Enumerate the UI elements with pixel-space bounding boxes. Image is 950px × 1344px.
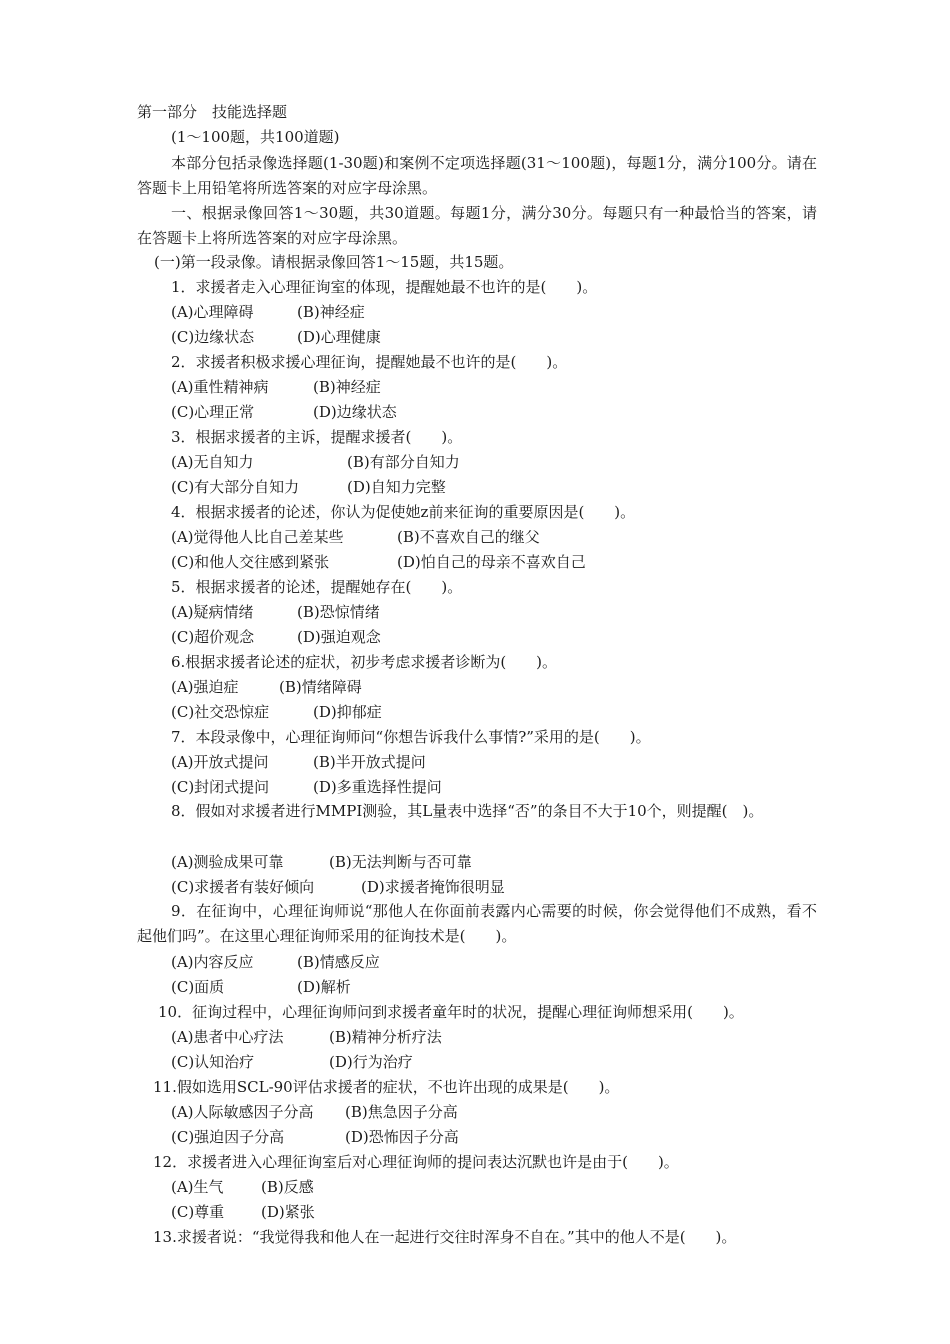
part-title: 第一部分 技能选择题 <box>137 103 288 121</box>
option-row <box>171 1052 413 1072</box>
option-c: (C)社交恐惊症 <box>171 703 270 721</box>
option-b: (B)焦急因子分高 <box>345 1103 458 1121</box>
question-stem: 8．假如对求援者进行MMPI测验，其L量表中选择“否”的条目不大于10个，则提醒( )。 <box>171 802 764 820</box>
option-c: (C)求援者有装好倾向 <box>171 878 315 896</box>
option-row <box>171 852 472 872</box>
option-row <box>171 702 382 722</box>
option-d: (D)强迫观念 <box>297 628 381 646</box>
question-stem: 6.根据求援者论述的症状，初步考虑求援者诊断为( )。 <box>171 653 558 671</box>
question-stem: 5．根据求援者的论述，提醒她存在( )。 <box>171 578 463 596</box>
question-stem: 1．求援者走入心理征询室的体现，提醒她最不也许的是( )。 <box>171 278 598 296</box>
option-c: (C)超价观念 <box>171 628 255 646</box>
option-b: (B)精神分析疗法 <box>329 1028 442 1046</box>
option-row <box>171 1027 442 1047</box>
option-row <box>171 752 426 772</box>
option-a: (A)人际敏感因子分高 <box>171 1103 314 1121</box>
option-b: (B)不喜欢自己的继父 <box>397 528 540 546</box>
option-a: (A)患者中心疗法 <box>171 1028 284 1046</box>
option-d: (D)自知力完整 <box>347 478 446 496</box>
option-d: (D)多重选择性提问 <box>313 778 442 796</box>
option-a: (A)内容反应 <box>171 953 254 971</box>
question-stem: 7．本段录像中，心理征询师问“你想告诉我什么事情?”采用的是( )。 <box>171 728 651 746</box>
section-1-instructions: 一、根据录像回答1～30题，共30道题。每题1分，满分30分。每题只有一种最恰当的答案，请在答题卡上将所选答案的对应字母涂黑。 <box>137 204 817 247</box>
option-a: (A)心理障碍 <box>171 303 254 321</box>
option-d: (D)心理健康 <box>297 328 381 346</box>
option-a: (A)疑病情绪 <box>171 603 254 621</box>
question-stem: 10．征询过程中，心理征询师问到求援者童年时的状况，提醒心理征询师想采用( )。 <box>158 1003 744 1021</box>
question-stem: 4．根据求援者的论述，你认为促使她z前来征询的重要原因是( )。 <box>171 503 636 521</box>
option-d: (D)怕自己的母亲不喜欢自己 <box>397 553 586 571</box>
option-d: (D)边缘状态 <box>313 403 397 421</box>
option-d: (D)行为治疗 <box>329 1053 413 1071</box>
option-row <box>171 327 381 347</box>
question-stem: 12．求援者进入心理征询室后对心理征询师的提问表达沉默也许是由于( )。 <box>153 1153 679 1171</box>
option-c: (C)尊重 <box>171 1203 225 1221</box>
option-b: (B)神经症 <box>297 303 365 321</box>
option-row <box>171 877 505 897</box>
option-b: (B)神经症 <box>313 378 381 396</box>
option-c: (C)强迫因子分高 <box>171 1128 285 1146</box>
video-1-heading: (一)第一段录像。请根据录像回答1～15题，共15题。 <box>154 253 514 271</box>
option-row <box>171 602 380 622</box>
option-c: (C)认知治疗 <box>171 1053 255 1071</box>
option-d: (D)求援者掩饰很明显 <box>361 878 505 896</box>
option-c: (C)边缘状态 <box>171 328 255 346</box>
question-stem: 3．根据求援者的主诉，提醒求援者( )。 <box>171 428 463 446</box>
option-b: (B)半开放式提问 <box>313 753 426 771</box>
option-row <box>171 452 460 472</box>
question-stem: 9．在征询中，心理征询师说“那他人在你面前表露内心需要的时候，你会觉得他们不成熟，看不起他们吗”。在这里心理征询师采用的征询技术是( )。 <box>137 902 817 945</box>
option-a: (A)强迫症 <box>171 678 239 696</box>
option-a: (A)重性精神病 <box>171 378 269 396</box>
question-stem: 11.假如选用SCL-90评估求援者的症状，不也许出现的成果是( )。 <box>153 1078 620 1096</box>
option-a: (A)测验成果可靠 <box>171 853 284 871</box>
option-row <box>171 777 442 797</box>
option-row <box>171 402 397 422</box>
option-row <box>171 302 365 322</box>
option-a: (A)开放式提问 <box>171 753 269 771</box>
option-row <box>171 952 380 972</box>
option-c: (C)封闭式提问 <box>171 778 270 796</box>
option-row <box>171 677 362 697</box>
option-b: (B)情绪障碍 <box>279 678 362 696</box>
option-c: (C)有大部分自知力 <box>171 478 300 496</box>
option-a: (A)无自知力 <box>171 453 254 471</box>
question-range-note: (1～100题，共100道题) <box>171 128 340 146</box>
option-b: (B)反感 <box>261 1178 314 1196</box>
option-row <box>171 477 446 497</box>
option-d: (D)紧张 <box>261 1203 315 1221</box>
option-a: (A)生气 <box>171 1178 224 1196</box>
option-row <box>171 1127 459 1147</box>
option-d: (D)解析 <box>297 978 351 996</box>
option-b: (B)有部分自知力 <box>347 453 460 471</box>
option-row <box>171 527 540 547</box>
option-row <box>171 1202 315 1222</box>
option-b: (B)无法判断与否可靠 <box>329 853 472 871</box>
option-c: (C)心理正常 <box>171 403 255 421</box>
option-d: (D)恐怖因子分高 <box>345 1128 459 1146</box>
option-row <box>171 977 351 997</box>
option-d: (D)抑郁症 <box>313 703 382 721</box>
option-b: (B)情感反应 <box>297 953 380 971</box>
option-a: (A)觉得他人比自己差某些 <box>171 528 344 546</box>
option-c: (C)和他人交往感到紧张 <box>171 553 330 571</box>
option-row <box>171 627 381 647</box>
option-row <box>171 552 586 572</box>
option-row <box>171 1177 314 1197</box>
question-stem: 2．求援者积极求援心理征询，提醒她最不也许的是( )。 <box>171 353 568 371</box>
option-c: (C)面质 <box>171 978 225 996</box>
intro-paragraph: 本部分包括录像选择题(1-30题)和案例不定项选择题(31～100题)，每题1分，满分100分。请在答题卡上用铅笔将所选答案的对应字母涂黑。 <box>137 154 817 197</box>
option-row <box>171 1102 458 1122</box>
option-row <box>171 377 381 397</box>
option-b: (B)恐惊情绪 <box>297 603 380 621</box>
question-stem: 13.求援者说：“我觉得我和他人在一起进行交往时浑身不自在。”其中的他人不是( )。 <box>153 1228 737 1246</box>
